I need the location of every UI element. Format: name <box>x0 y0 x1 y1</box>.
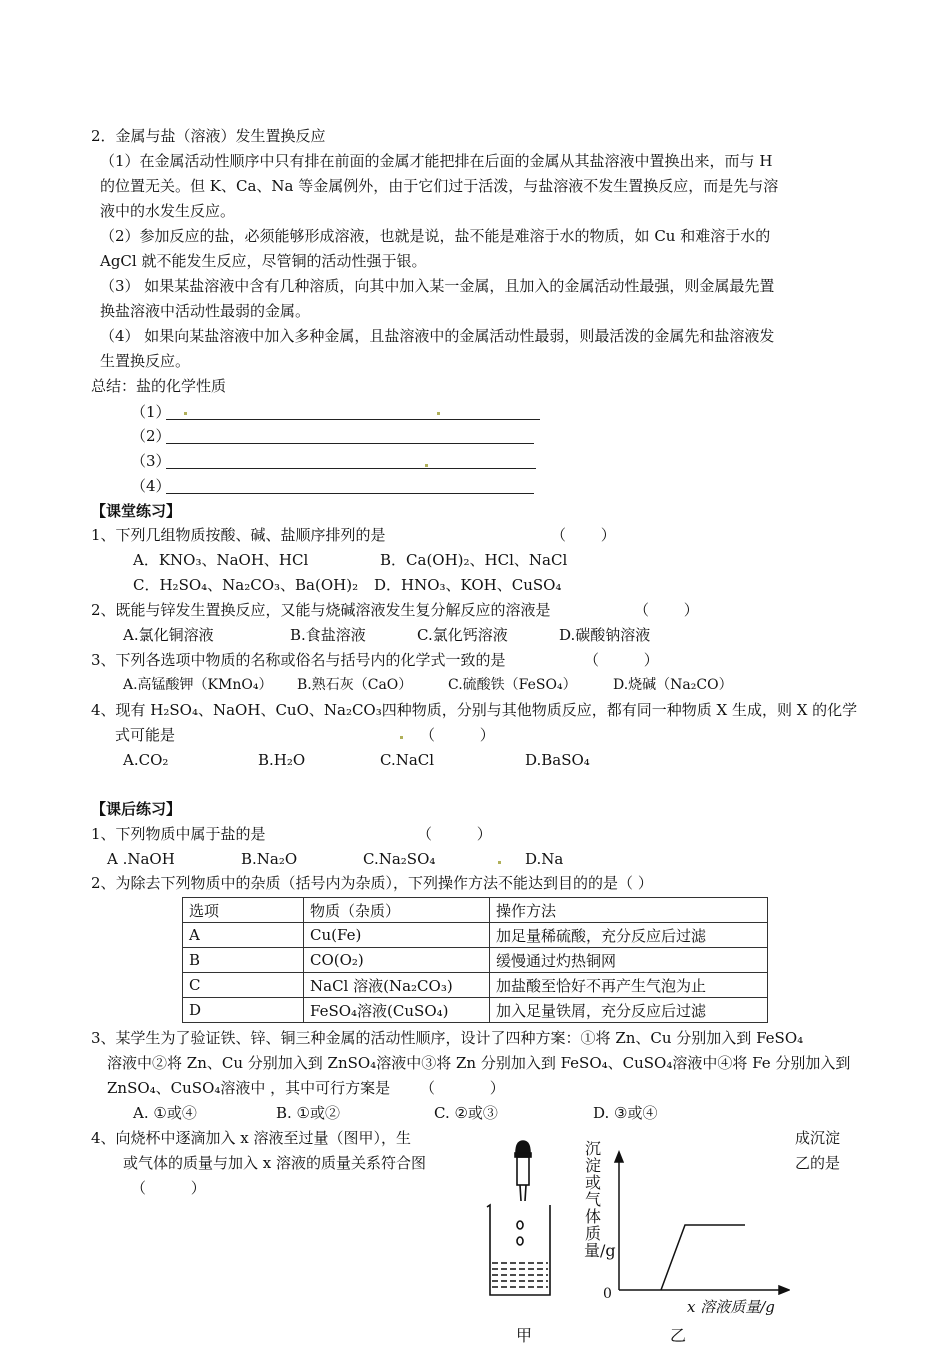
cw-q3-option-b[interactable]: B.熟石灰（CaO） <box>297 677 413 693</box>
cw-q3-option-c[interactable]: C.硫酸铁（FeSO₄） <box>448 677 577 693</box>
cw-q3-option-a[interactable]: A.高锰酸钾（KMnO₄） <box>123 677 273 693</box>
figure-label-jia: 甲 <box>516 1326 533 1345</box>
cw-q4-option-a[interactable]: A.CO₂ <box>123 751 169 769</box>
curve-line <box>661 1225 745 1290</box>
dropper-tube-icon <box>517 1157 529 1185</box>
classwork-heading: 【课堂练习】 <box>91 502 182 520</box>
cw-q2-option-b[interactable]: B.食盐溶液 <box>290 626 366 644</box>
cw-q3-answer-paren[interactable]: （ ） <box>584 651 659 669</box>
mass-graph <box>605 1150 790 1295</box>
cw-q2-option-d[interactable]: D.碳酸钠溶液 <box>559 626 651 644</box>
x-axis-arrow-icon <box>779 1286 789 1294</box>
cw-q4-option-d[interactable]: D.BaSO₄ <box>525 751 590 769</box>
speck-mark <box>400 736 403 739</box>
summary-item-1-label: （1） <box>131 403 171 421</box>
hw-q1-stem: 1、下列物质中属于盐的是 <box>91 825 266 843</box>
para-3-line-2: 换盐溶液中活动性最弱的金属。 <box>100 302 311 320</box>
hw-q2-stem: 2、为除去下列物质中的杂质（括号内为杂质），下列操作方法不能达到目的的是（ ） <box>91 874 653 892</box>
hw-q3-stem-line-2: 溶液中②将 Zn、Cu 分别加入到 ZnSO₄溶液中③将 Zn 分别加入到 FeSO₄、CuSO₄溶液中④将 Fe 分别加入到 <box>107 1054 851 1072</box>
cw-q4-option-c[interactable]: C.NaCl <box>380 751 435 769</box>
table-row <box>183 998 768 1023</box>
para-1-line-3: 液中的水发生反应。 <box>100 202 236 220</box>
hw-q1-option-b[interactable]: B.Na₂O <box>241 850 298 868</box>
table-cell: FeSO₄溶液(CuSO₄) <box>304 998 490 1023</box>
cw-q3-stem: 3、下列各选项中物质的名称或俗名与括号内的化学式一致的是 <box>91 651 506 669</box>
cw-q2-answer-paren[interactable]: （ ） <box>634 601 699 619</box>
table-cell: CO(O₂) <box>304 948 490 973</box>
hw-q3-stem-line-3: ZnSO₄、CuSO₄溶液中 ，其中可行方案是 <box>107 1079 391 1097</box>
para-2-line-2: AgCl 就不能发生反应，尽管铜的活动性强于银。 <box>100 252 427 270</box>
hw-q3-option-c[interactable]: C. ②或③ <box>434 1104 498 1122</box>
summary-title: 总结：盐的化学性质 <box>91 377 227 395</box>
speck-mark <box>425 464 428 467</box>
impurity-removal-table <box>182 897 768 1023</box>
summary-item-4-blank[interactable] <box>166 475 534 494</box>
cw-q1-option-d[interactable]: D．HNO₃、KOH、CuSO₄ <box>374 576 562 594</box>
hw-q4-stem-line-2-right: 乙的是 <box>795 1154 841 1172</box>
cw-q1-option-a[interactable]: A．KNO₃、NaOH、HCl <box>133 551 309 569</box>
summary-item-4-label: （4） <box>131 477 171 495</box>
cw-q4-answer-paren[interactable]: （ ） <box>420 726 495 744</box>
cw-q2-option-c[interactable]: C.氯化钙溶液 <box>417 626 508 644</box>
table-row <box>183 923 768 948</box>
table-cell: D <box>183 998 304 1023</box>
table-row <box>183 973 768 998</box>
y-axis-arrow-icon <box>615 1152 623 1162</box>
cw-q1-option-b[interactable]: B．Ca(OH)₂、HCl、NaCl <box>380 551 568 569</box>
summary-item-3-label: （3） <box>131 452 171 470</box>
hw-q4-stem-line-2: 或气体的质量与加入 x 溶液的质量关系符合图 <box>123 1154 426 1172</box>
beaker-dropper-figure <box>480 1135 570 1300</box>
cw-q2-option-a[interactable]: A.氯化铜溶液 <box>123 626 214 644</box>
para-2-line-1: （2）参加反应的盐，必须能够形成溶液，也就是说，盐不能是难溶于水的物质，如 Cu 和难溶于水的 <box>100 227 771 245</box>
table-header-cell: 物质（杂质） <box>304 898 490 923</box>
table-cell: 加入足量铁屑，充分反应后过滤 <box>490 998 768 1023</box>
table-cell: 加盐酸至恰好不再产生气泡为止 <box>490 973 768 998</box>
hw-q3-option-a[interactable]: A. ①或④ <box>133 1104 197 1122</box>
para-4-line-1: （4） 如果向某盐溶液中加入多种金属，且盐溶液中的金属活动性最弱，则最活泼的金属先和盐溶液发 <box>100 327 775 345</box>
hw-q3-answer-paren[interactable]: （ ） <box>420 1079 505 1097</box>
hw-q4-stem-line-1: 4、向烧杯中逐滴加入 x 溶液至过量（图甲），生 <box>91 1129 412 1147</box>
speck-mark <box>437 412 440 415</box>
y-axis-label: 沉淀或气体质量/g <box>584 1139 616 1260</box>
hw-q1-answer-paren[interactable]: （ ） <box>417 825 492 843</box>
table-header-cell: 操作方法 <box>490 898 768 923</box>
table-cell: NaCl 溶液(Na₂CO₃) <box>304 973 490 998</box>
para-3-line-1: （3） 如果某盐溶液中含有几种溶质，向其中加入某一金属，且加入的金属活动性最强，则金属最先置 <box>100 277 775 295</box>
table-header-cell: 选项 <box>183 898 304 923</box>
hw-q4-answer-paren[interactable]: （ ） <box>131 1179 206 1197</box>
hw-q3-option-b[interactable]: B. ①或② <box>276 1104 341 1122</box>
summary-item-2-label: （2） <box>131 427 171 445</box>
summary-item-2-blank[interactable] <box>166 425 534 444</box>
cw-q1-option-c[interactable]: C．H₂SO₄、Na₂CO₃、Ba(OH)₂ <box>133 576 359 594</box>
table-cell: A <box>183 923 304 948</box>
para-1-line-1: （1）在金属活动性顺序中只有排在前面的金属才能把排在后面的金属从其盐溶液中置换出来，而与 H <box>100 152 773 170</box>
table-cell: Cu(Fe) <box>304 923 490 948</box>
hw-q3-stem-line-1: 3、某学生为了验证铁、锌、铜三种金属的活动性顺序，设计了四种方案：①将 Zn、Cu 分别加入到 FeSO₄ <box>91 1029 804 1047</box>
cw-q4-stem-line-2: 式可能是 <box>115 726 176 744</box>
dropper-bulb-icon <box>516 1141 530 1153</box>
cw-q4-option-b[interactable]: B.H₂O <box>258 751 306 769</box>
para-4-line-2: 生置换反应。 <box>100 352 191 370</box>
hw-q3-option-d[interactable]: D. ③或④ <box>593 1104 658 1122</box>
summary-item-3-blank[interactable] <box>166 450 536 469</box>
table-header-row <box>183 898 768 923</box>
origin-label: 0 <box>603 1286 612 1302</box>
cw-q2-stem: 2、既能与锌发生置换反应，又能与烧碱溶液发生复分解反应的溶液是 <box>91 601 551 619</box>
figure-label-yi: 乙 <box>670 1326 687 1345</box>
cw-q4-stem-line-1: 4、现有 H₂SO₄、NaOH、CuO、Na₂CO₃四种物质，分别与其他物质反应，都有同一种物质 X 生成，则 X 的化学 <box>91 701 858 719</box>
section-heading: 2．金属与盐（溶液）发生置换反应 <box>91 127 326 145</box>
cw-q1-answer-paren[interactable]: （ ） <box>551 526 616 544</box>
cw-q1-stem: 1、下列几组物质按酸、碱、盐顺序排列的是 <box>91 526 386 544</box>
homework-heading: 【课后练习】 <box>91 800 182 818</box>
hw-q1-option-c[interactable]: C.Na₂SO₄ <box>363 850 436 868</box>
para-1-line-2: 的位置无关。但 K、Ca、Na 等金属例外，由于它们过于活泼，与盐溶液不发生置换反应，而是先与溶 <box>100 177 779 195</box>
cw-q3-option-d[interactable]: D.烧碱（Na₂CO） <box>613 677 733 693</box>
table-cell: C <box>183 973 304 998</box>
speck-mark <box>498 861 501 864</box>
table-cell: 缓慢通过灼热铜网 <box>490 948 768 973</box>
hw-q1-option-d[interactable]: D.Na <box>525 850 564 868</box>
hw-q1-option-a[interactable]: A .NaOH <box>107 850 175 868</box>
table-cell: B <box>183 948 304 973</box>
table-row <box>183 948 768 973</box>
speck-mark <box>184 412 187 415</box>
summary-item-1-blank[interactable] <box>166 401 540 420</box>
x-axis-label: x 溶液质量/g <box>687 1298 775 1316</box>
table-cell: 加足量稀硫酸，充分反应后过滤 <box>490 923 768 948</box>
hw-q4-stem-line-1-right: 成沉淀 <box>795 1129 841 1147</box>
